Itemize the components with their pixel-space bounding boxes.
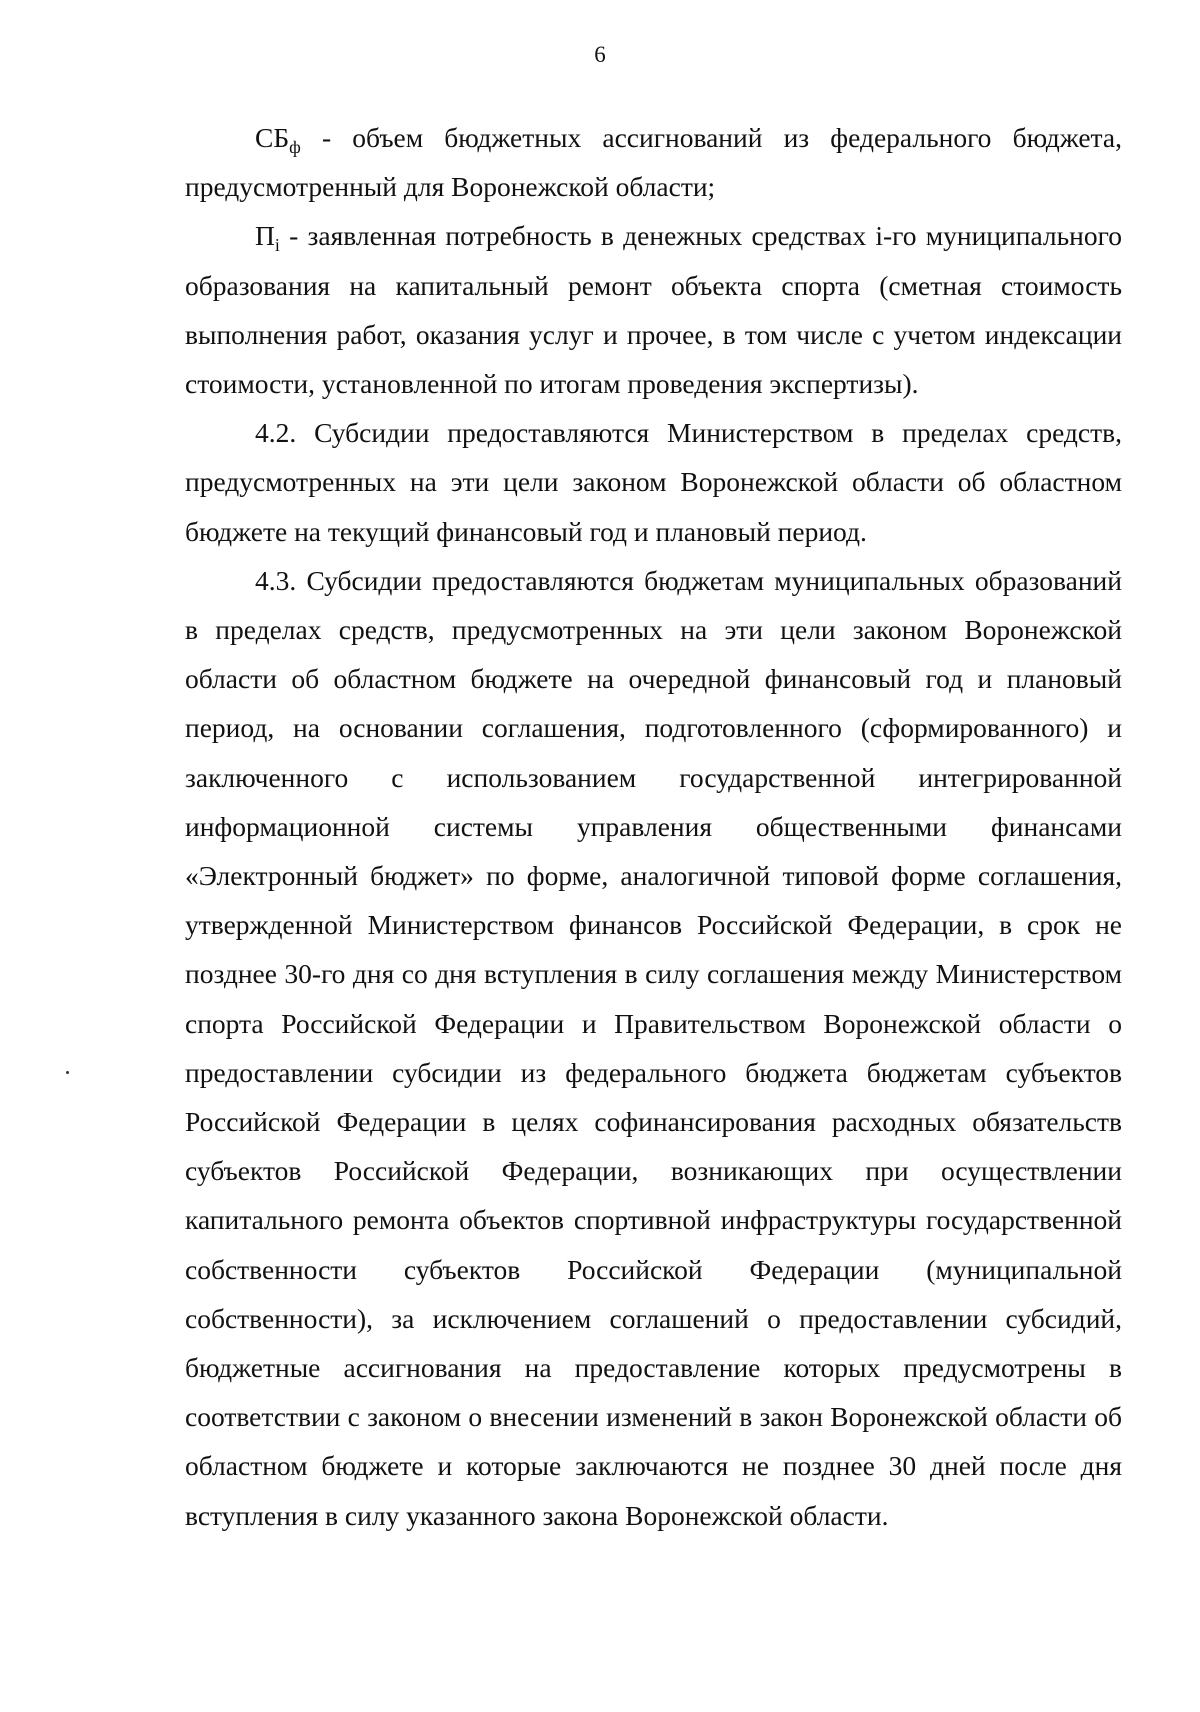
document-body: [185, 113, 1122, 1540]
sbf-symbol: $СБ_ф$: [255, 122, 301, 157]
pi-text: - заявленная потребность в денежных средствах i-го муниципального образования на капитальный ремонт объекта спорта (сметная стоимость выполнения работ, оказания услуг и прочее, в том числе с учетом индексации стоимости, установленной по итогам проведения экспертизы).: [185, 220, 1122, 400]
definition-sbf: [185, 113, 1122, 211]
paragraph-4-2: 4.2. Субсидии предоставляются Министерством в пределах средств, предусмотренных на эти цели законом Воронежской области об областном бюджете на текущий финансовый год и плановый период.: [185, 417, 1122, 547]
definition-pi: [185, 211, 1122, 408]
sbf-text: - объем бюджетных ассигнований из федерального бюджета, предусмотренный для Воронежской области;: [185, 122, 1122, 203]
scan-speck: [66, 1071, 69, 1074]
paragraph-4-3: 4.3. Субсидии предоставляются бюджетам муниципальных образований в пределах средств, предусмотренных на эти цели законом Воронежской области об областном бюджете на очередной финансовый год и плановый период, на основании соглашения, подготовленного (сформированного) и заключенного с использованием государственной интегрированной информационной системы управления общественными финансами «Электронный бюджет» по форме, аналогичной типовой форме соглашения, утвержденной Министерством финансов Российской Федерации, в срок не позднее 30-го дня со дня вступления в силу соглашения между Министерством спорта Российской Федерации и Правительством Воронежской области о предоставлении субсидии из федерального бюджета бюджетам субъектов Российской Федерации в целях софинансирования расходных обязательств субъектов Российской Федерации, возникающих при осуществлении капитального ремонта объектов спортивной инфраструктуры государственной собственности субъектов Российской Федерации (муниципальной собственности), за исключением соглашений о предоставлении субсидий, бюджетные ассигнования на предоставление которых предусмотрены в соответствии с законом о внесении изменений в закон Воронежской области об областном бюджете и которые заключаются не позднее 30 дней после дня вступления в силу указанного закона Воронежской области.: [185, 564, 1122, 1531]
pi-symbol: $П_i$: [255, 220, 280, 256]
page-number: 6: [594, 42, 606, 67]
